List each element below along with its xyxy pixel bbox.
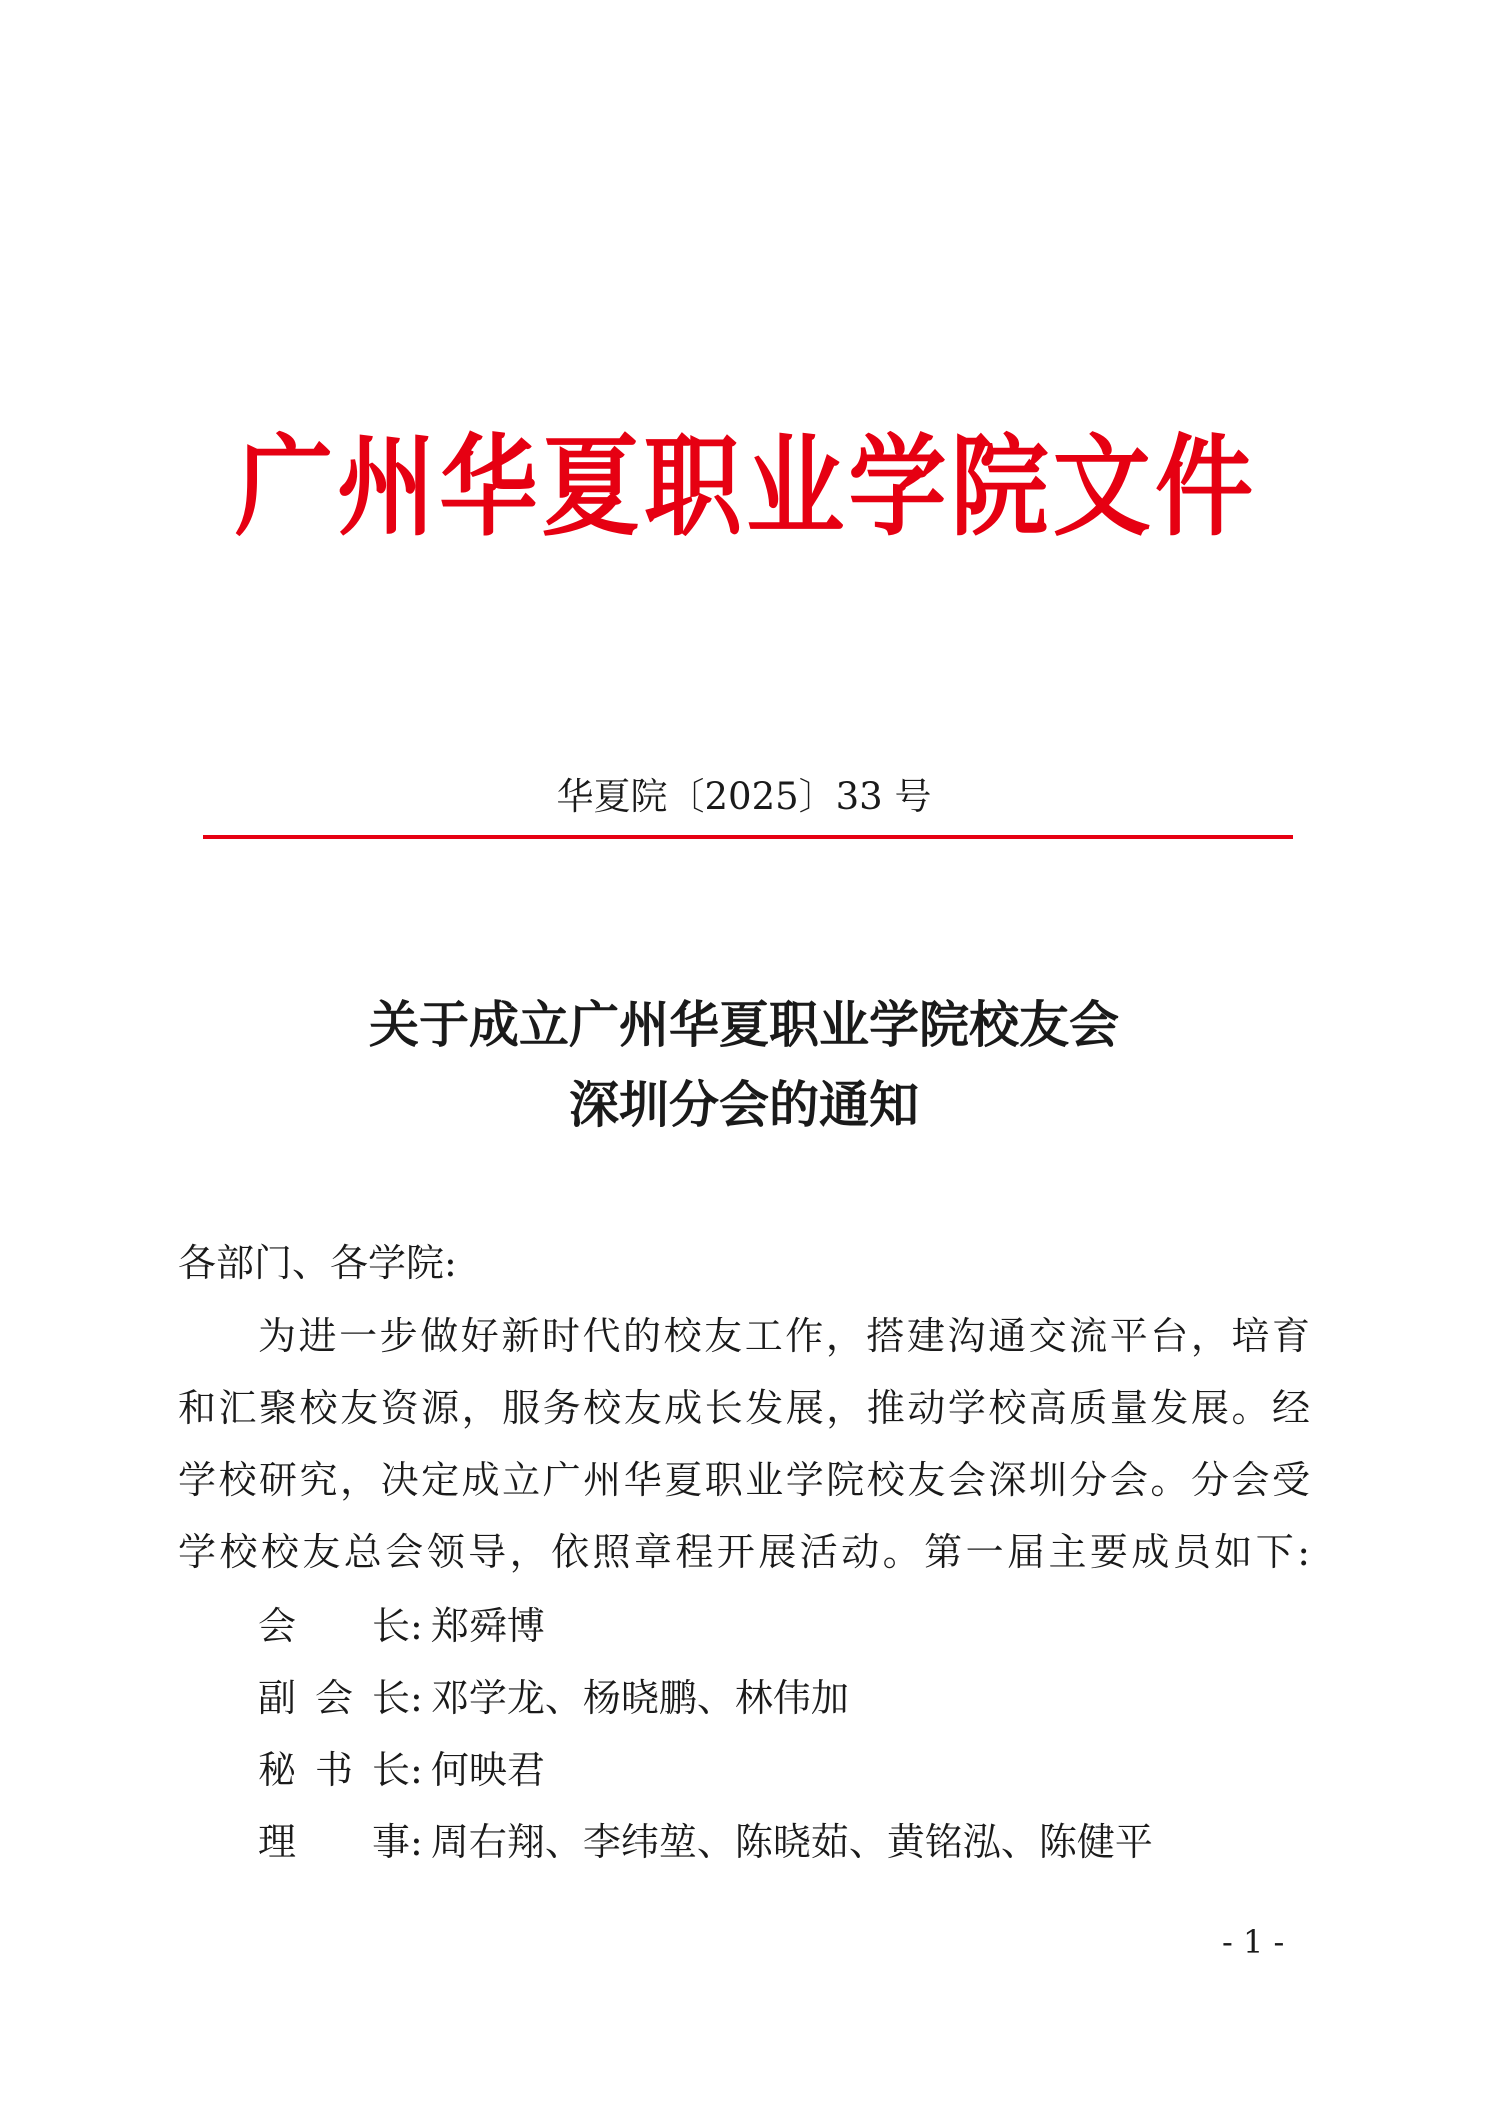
red-divider-line xyxy=(203,835,1293,839)
member-names: 郑舜博 xyxy=(430,1604,545,1648)
notice-title-line-1: 关于成立广州华夏职业学院校友会 xyxy=(369,996,1119,1054)
member-row-vice-president: 副会长 : 邓学龙、杨晓鹏、林伟加 xyxy=(258,1662,1153,1734)
document-header-title: 广州华夏职业学院文件 xyxy=(235,423,1255,552)
member-role: 秘书长 xyxy=(258,1748,410,1792)
notice-title-line-2: 深圳分会的通知 xyxy=(569,1076,919,1134)
paragraph-line-2: 和汇聚校友资源，服务校友成长发展，推动学校高质量发展。经 xyxy=(178,1386,1311,1430)
member-names: 周右翔、李纬堃、陈晓茹、黄铭泓、陈健平 xyxy=(430,1820,1153,1864)
member-names: 邓学龙、杨晓鹏、林伟加 xyxy=(430,1676,849,1720)
paragraph-line-4: 学校校友总会领导，依照章程开展活动。第一届主要成员如下: xyxy=(178,1530,1311,1574)
member-role: 会长 xyxy=(258,1604,410,1648)
paragraph-line-3: 学校研究，决定成立广州华夏职业学院校友会深圳分会。分会受 xyxy=(178,1458,1311,1502)
member-row-secretary-general: 秘书长 : 何映君 xyxy=(258,1734,1153,1806)
page-number: - 1 - xyxy=(1222,1923,1285,1961)
member-names: 何映君 xyxy=(430,1748,545,1792)
member-role: 副会长 xyxy=(258,1676,410,1720)
body-paragraph xyxy=(178,1300,1311,1588)
salutation: 各部门、各学院: xyxy=(178,1241,457,1285)
member-list xyxy=(258,1590,1153,1878)
document-number: 华夏院〔2025〕33 号 xyxy=(556,775,932,818)
member-row-president: 会长 : 郑舜博 xyxy=(258,1590,1153,1662)
paragraph-line-1: 为进一步做好新时代的校友工作，搭建沟通交流平台，培育 xyxy=(258,1314,1311,1358)
member-role: 理事 xyxy=(258,1820,410,1864)
notice-title xyxy=(0,985,1488,1145)
member-row-directors: 理事 : 周右翔、李纬堃、陈晓茹、黄铭泓、陈健平 xyxy=(258,1806,1153,1878)
